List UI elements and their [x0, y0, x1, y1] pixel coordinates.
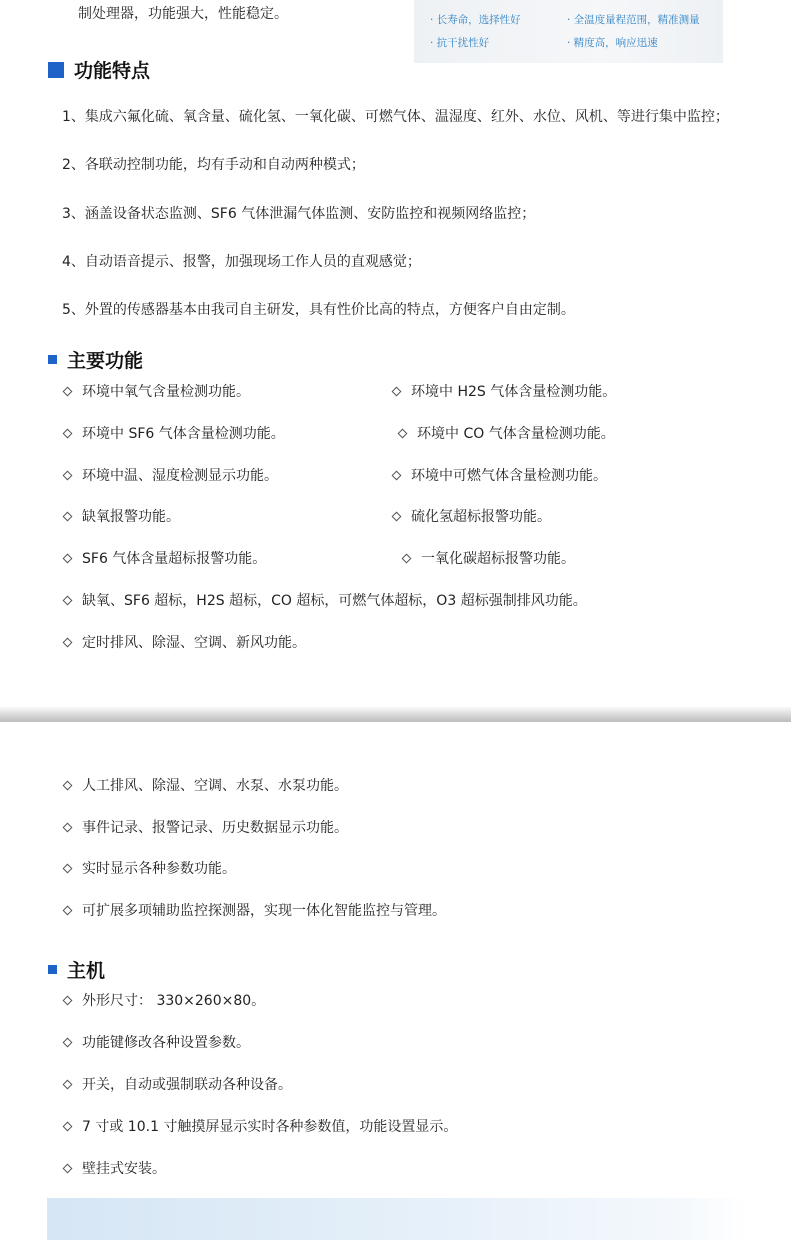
- diamond-bullet-icon: [63, 511, 73, 521]
- diamond-bullet-icon: [63, 822, 73, 832]
- diamond-bullet-icon: [63, 386, 73, 396]
- diamond-bullet-icon: [392, 386, 402, 396]
- page-divider: [0, 706, 791, 722]
- diamond-bullet-icon: [398, 428, 408, 438]
- function-item: 实时显示各种参数功能。: [62, 858, 236, 878]
- main-functions-title: 主要功能: [67, 350, 144, 372]
- function-item: 环境中温、湿度检测显示功能。: [62, 465, 278, 485]
- diamond-bullet-icon: [63, 428, 73, 438]
- host-item: 开关，自动或强制联动各种设备。: [62, 1074, 292, 1094]
- function-item: 环境中 CO 气体含量检测功能。: [397, 423, 615, 443]
- feature-item: 3、涵盖设备状态监测、SF6 气体泄漏气体监测、安防监控和视频网络监控；: [62, 206, 536, 222]
- function-item: 缺氧、SF6 超标，H2S 超标，CO 超标，可燃气体超标，O3 超标强制排风功能。: [62, 590, 587, 610]
- function-item: SF6 气体含量超标报警功能。: [62, 548, 266, 568]
- diamond-bullet-icon: [402, 553, 412, 563]
- square-bullet-icon: [48, 355, 57, 364]
- feature-item: 5、外置的传感器基本由我司自主研发，具有性价比高的特点，方便客户自由定制。: [62, 302, 575, 318]
- function-item: 环境中氧气含量检测功能。: [62, 381, 250, 401]
- main-functions-heading: [48, 346, 143, 373]
- function-item: 定时排风、除湿、空调、新风功能。: [62, 632, 306, 652]
- diamond-bullet-icon: [63, 637, 73, 647]
- function-item: 事件记录、报警记录、历史数据显示功能。: [62, 817, 348, 837]
- badge-anti-interference: · 抗干扰性好: [430, 37, 490, 49]
- diamond-bullet-icon: [63, 780, 73, 790]
- function-item: 人工排风、除湿、空调、水泵、水泵功能。: [62, 775, 348, 795]
- diamond-bullet-icon: [63, 470, 73, 480]
- feature-badge-panel: [414, 0, 723, 63]
- diamond-bullet-icon: [63, 1079, 73, 1089]
- host-item: 外形尺寸： 330×260×80。: [62, 990, 265, 1010]
- function-item: 缺氧报警功能。: [62, 506, 180, 526]
- feature-item: 1、集成六氟化硫、氧含量、硫化氢、一氧化碳、可燃气体、温湿度、红外、水位、风机、等进行集中监控；: [62, 109, 729, 125]
- features-heading: [48, 56, 150, 83]
- bottom-banner-image: [47, 1198, 747, 1240]
- badge-long-life: · 长寿命，选择性好: [430, 14, 521, 26]
- intro-text: 制处理器，功能强大，性能稳定。: [78, 6, 288, 22]
- badge-full-range: · 全温度量程范围，精准测量: [567, 14, 700, 26]
- function-item: 环境中可燃气体含量检测功能。: [391, 465, 607, 485]
- function-item: 一氧化碳超标报警功能。: [401, 548, 575, 568]
- diamond-bullet-icon: [63, 1121, 73, 1131]
- diamond-bullet-icon: [63, 1163, 73, 1173]
- badge-high-precision: · 精度高，响应迅速: [567, 37, 658, 49]
- host-title: 主机: [67, 960, 106, 982]
- diamond-bullet-icon: [392, 511, 402, 521]
- square-bullet-icon: [48, 62, 64, 78]
- function-item: 环境中 SF6 气体含量检测功能。: [62, 423, 285, 443]
- diamond-bullet-icon: [63, 995, 73, 1005]
- diamond-bullet-icon: [63, 863, 73, 873]
- features-title: 功能特点: [74, 60, 151, 82]
- diamond-bullet-icon: [63, 553, 73, 563]
- feature-item: 4、自动语音提示、报警，加强现场工作人员的直观感觉；: [62, 254, 421, 270]
- host-item: 壁挂式安装。: [62, 1158, 166, 1178]
- host-heading: [48, 956, 105, 983]
- diamond-bullet-icon: [63, 595, 73, 605]
- function-item: 硫化氢超标报警功能。: [391, 506, 551, 526]
- diamond-bullet-icon: [63, 1037, 73, 1047]
- square-bullet-icon: [48, 965, 57, 974]
- host-item: 功能键修改各种设置参数。: [62, 1032, 250, 1052]
- function-item: 环境中 H2S 气体含量检测功能。: [391, 381, 616, 401]
- diamond-bullet-icon: [392, 470, 402, 480]
- host-item: 7 寸或 10.1 寸触摸屏显示实时各种参数值，功能设置显示。: [62, 1116, 457, 1136]
- feature-item: 2、各联动控制功能，均有手动和自动两种模式；: [62, 157, 365, 173]
- diamond-bullet-icon: [63, 905, 73, 915]
- function-item: 可扩展多项辅助监控探测器，实现一体化智能监控与管理。: [62, 900, 446, 920]
